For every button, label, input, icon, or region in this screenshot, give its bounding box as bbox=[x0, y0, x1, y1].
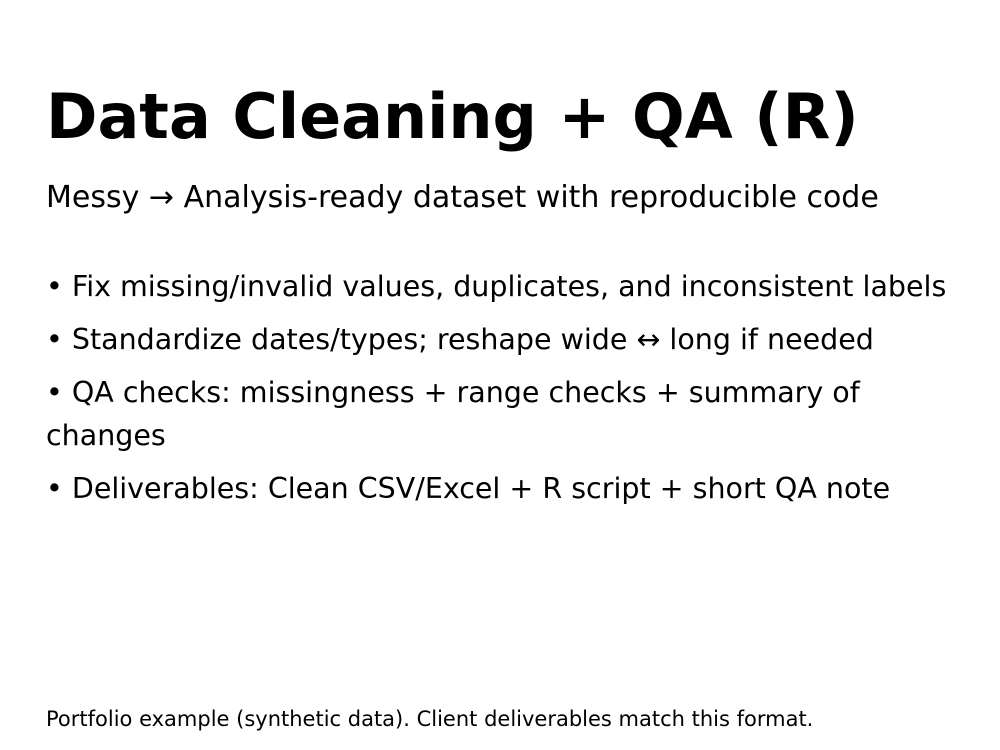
slide-footer-note: Portfolio example (synthetic data). Client deliverables match this format. bbox=[46, 707, 814, 731]
bullet-item-deliverables: • Deliverables: Clean CSV/Excel + R script + short QA note bbox=[46, 472, 891, 505]
bullet-item-fix-values: • Fix missing/invalid values, duplicates, and inconsistent labels bbox=[46, 270, 947, 303]
bullet-item-qa-checks: • QA checks: missingness + range checks + summary of changes bbox=[46, 376, 860, 452]
slide-title: Data Cleaning + QA (R) bbox=[46, 80, 859, 153]
slide-subtitle: Messy → Analysis-ready dataset with reproducible code bbox=[46, 180, 879, 215]
bullet-item-standardize: • Standardize dates/types; reshape wide ↔ long if needed bbox=[46, 323, 874, 356]
bullet-list bbox=[46, 265, 976, 520]
